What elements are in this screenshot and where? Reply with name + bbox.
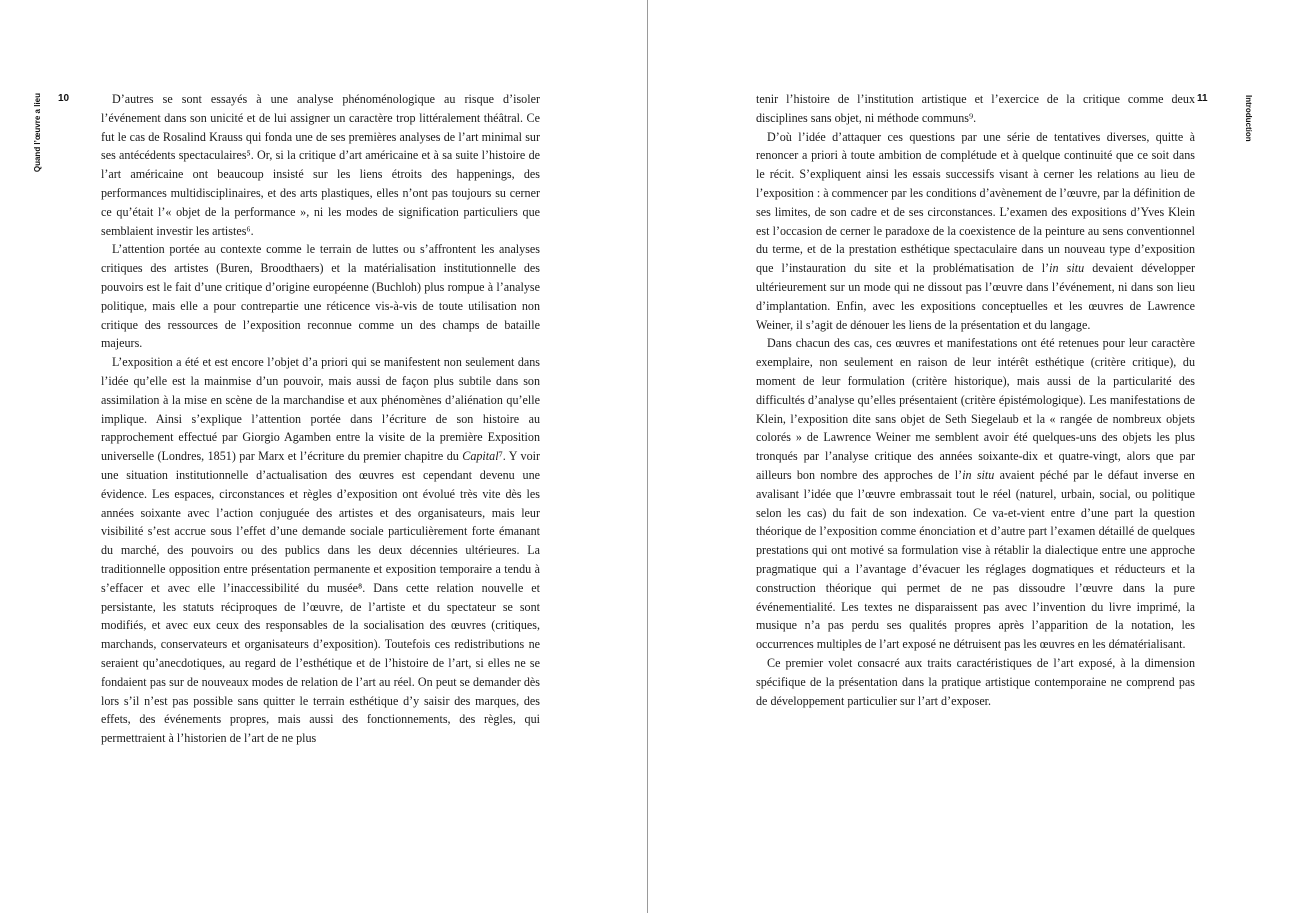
paragraph: Ce premier volet consacré aux traits caractéristiques de l’art exposé, à la dimension spécifique de la présentation dans la pratique artistique contemporaine ne comprend pas de développement particulier sur l’art d’exposer. xyxy=(756,655,1195,708)
page-number-right: 11 xyxy=(1197,93,1208,104)
paragraph: D’autres se sont essayés à une analyse phénoménologique au risque d’isoler l’événement dans son unicité et de lui assigner un caractère trop littéralement théâtral. Ce fut le cas de Rosalind Krauss qui fonda une de ses premières analyses de l’art minimal sur ses antécédents spectaculaires⁵. Or, si la critique d’art américaine et à sa suite l’histoire de l’art américaine ont beaucoup insisté sur les liens étroits des happenings, des performances multidisciplinaires, et des arts plastiques, elles n’ont pas toujours su cerner ce qu’était l’« objet de la performance », ni les modes de signification particuliers que semblaient investir les artistes⁶. xyxy=(101,92,540,238)
left-page xyxy=(0,0,647,913)
paragraph: tenir l’histoire de l’institution artistique et l’exercice de la critique comme deux disciplines sans objet, ni méthode communs⁹. xyxy=(756,92,1195,125)
paragraph: L’attention portée au contexte comme le terrain de luttes ou s’affrontent les analyses critiques des artistes (Buren, Broodthaers) et la matérialisation institutionnelle des pouvoirs est le fait d’une critique d’origine européenne (Buchloh) plus rompue à l’analyse politique, mais elle a pour contrepartie une réticence vis-à-vis de toute utilisation non critique des ressources de l’exposition reconnue comme un des champs de bataille majeurs. xyxy=(101,242,540,351)
running-head-right: Introduction xyxy=(1244,95,1253,142)
paragraph: L’exposition a été et est encore l’objet d’a priori qui se manifestent non seulement dans l’idée qu’elle est la mainmise d’un pouvoir, mais aussi de façon plus subtile dans son assimilation à la mise en scène de la marchandise et aux phénomènes d’aliénation qu’elle implique. Ainsi s’explique l’attention portée dans l’écriture de son histoire au rapprochement effectué par Giorgio Agamben entre la visite de la première Exposition universelle (Londres, 1851) par Marx et l’écriture du premier chapitre du Capital⁷. Y voir une situation institutionnelle d’actualisation des œuvres est cependant devenu une évidence. Les espaces, circonstances et règles d’exposition ont évolué très vite dès les années soixante avec l’action conjuguée des artistes et des organisateurs, mais leur visibilité s’est accrue sous l’effet d’une demande sociale particulièrement forte émanant du marché, des pouvoirs ou des publics dans les deux décennies ultérieures. La traditionnelle opposition entre présentation permanente et exposition temporaire a tendu à s’effacer et avec elle l’inaccessibilité du musée⁸. Dans cette relation nouvelle et persistante, les statuts réciproques de l’œuvre, de l’artiste et du spectateur se sont modifiés, et avec eux ceux des responsables de la socialisation des œuvres (critiques, marchands, conservateurs et organisateurs d’exposition). Toutefois ces redistributions ne seraient qu’anecdotiques, au regard de l’esthétique et de l’histoire de l’art, si elles ne se fondaient pas sur de nouveaux modes de relation de l’art au réel. On peut se demander dès lors s’il n’est pas possible sans quitter le terrain esthétique d’y saisir des marques, des effets, des événements propres, mais aussi des fonctionnements, des règles, qui permettraient à l’historien de l’art de ne plus xyxy=(101,355,541,746)
right-page xyxy=(648,0,1295,913)
right-page-body xyxy=(756,90,1195,710)
left-page-body xyxy=(101,90,540,748)
page-number-left: 10 xyxy=(58,93,70,104)
paragraph: D’où l’idée d’attaquer ces questions par une série de tentatives diverses, quitte à renoncer a priori à toute ambition de complétude et à quelque continuité que ce soit dans le récit. S’expliquent ainsi les essais successifs visant à cerner les relations au lieu de l’exposition : à commencer par les conditions d’avènement de l’œuvre, par la définition de ses limites, de son cadre et de ses circonstances. L’examen des expositions d’Yves Klein est l’occasion de cerner le paradoxe de la coexistence de la peinture au sens conventionnel du terme, et de la prestation esthétique spectaculaire dans un nouveau type d’exposition que l’instauration du site et la problématisation de l’in situ devaient développer ultérieurement sur un mode qui ne dissout pas l’œuvre dans l’événement, ni dans son lieu d’implantation. Enfin, avec les expositions conceptuelles et les œuvres de Lawrence Weiner, il s’agit de dénouer les liens de la présentation et du langage. xyxy=(756,129,1196,332)
running-head-left: Quand l’œuvre a lieu xyxy=(33,93,42,173)
paragraph: Dans chacun des cas, ces œuvres et manifestations ont été retenues pour leur caractère exemplaire, non seulement en raison de leur intérêt esthétique (critère critique), du moment de leur formulation (critère historique), mais aussi de la particularité des difficultés d’analyse qu’elles présentaient (critère épistémologique). Les manifestations de Klein, l’exposition dite sans objet de Seth Siegelaub et la « rangée de nombreux objets colorés » de Lawrence Weiner me semblent avoir été quelques-uns des objets les plus tronqués par l’analyse critique des années soixante-dix et quatre-vingt, alors que par ailleurs bon nombre des approches de l’in situ avaient péché par le défaut inverse en avalisant l’idée que l’œuvre embrassait tout le réel (naturel, urbain, social, ou politique selon les cas) du fait de son indexation. Ce va-et-vient entre d’une part la question théorique de l’exposition comme énonciation et d’autre part l’examen détaillé de quelques prestations qui ont motivé sa formulation vise à rétablir la dialectique entre une approche pragmatique qui a l’avantage d’évacuer les réglages dogmatiques et réducteurs et la construction théorique qui permet de ne pas dissoudre l’œuvre dans la pure événementialité. Les textes ne disparaissent pas avec l’invention du livre imprimé, la musique n’a pas perdu ses qualités propres après l’apparition de la notation, les occurrences multiples de l’art exposé ne détruisent pas les œuvres en les dématérialisant. xyxy=(756,336,1195,652)
